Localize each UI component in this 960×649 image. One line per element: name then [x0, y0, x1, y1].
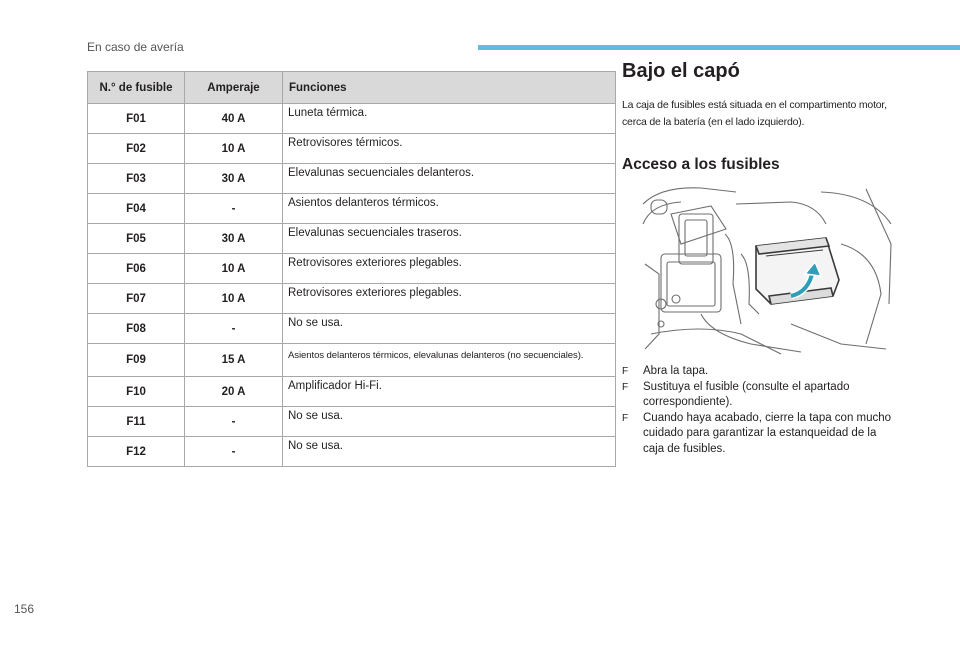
fuse-cell: F06: [88, 254, 185, 284]
fuse-cell: F04: [88, 194, 185, 224]
table-row: [88, 254, 616, 284]
function-cell: Retrovisores exteriores plegables.: [283, 284, 616, 314]
function-cell: No se usa.: [283, 437, 616, 467]
fuse-cell: F11: [88, 407, 185, 437]
intro-paragraph: La caja de fusibles está situada en el compartimento motor, cerca de la batería (en el lado izquierdo).: [622, 99, 887, 128]
fuse-table: [87, 71, 616, 467]
list-item: [622, 380, 892, 411]
section-header-label: En caso de avería: [87, 40, 184, 54]
function-cell: Luneta térmica.: [283, 104, 616, 134]
column-header-amperage: Amperaje: [185, 72, 283, 104]
bullet-icon: F: [622, 412, 629, 424]
function-cell: No se usa.: [283, 314, 616, 344]
fuse-cell: F02: [88, 134, 185, 164]
amperage-cell: -: [185, 314, 283, 344]
steps-list: [622, 364, 892, 457]
fuse-cell: F12: [88, 437, 185, 467]
list-item: [622, 364, 892, 380]
page-number: 156: [14, 602, 35, 616]
fuse-cell: F01: [88, 104, 185, 134]
amperage-cell: 10 A: [185, 284, 283, 314]
function-cell: Retrovisores exteriores plegables.: [283, 254, 616, 284]
table-row: [88, 284, 616, 314]
subsection-title: Acceso a los fusibles: [622, 156, 780, 173]
amperage-cell: -: [185, 194, 283, 224]
section-title: Bajo el capó: [622, 60, 740, 82]
table-row: [88, 134, 616, 164]
function-cell: Elevalunas secuenciales traseros.: [283, 224, 616, 254]
fuse-cell: F05: [88, 224, 185, 254]
amperage-cell: 15 A: [185, 344, 283, 377]
function-cell: Elevalunas secuenciales delanteros.: [283, 164, 616, 194]
engine-bay-illustration: [641, 184, 893, 356]
fuse-cell: F07: [88, 284, 185, 314]
bullet-icon: F: [622, 366, 629, 377]
function-cell: Asientos delanteros térmicos, elevalunas delanteros (no secuenciales).: [283, 344, 616, 377]
function-cell: Retrovisores térmicos.: [283, 134, 616, 164]
fuse-cell: F10: [88, 377, 185, 407]
amperage-cell: 10 A: [185, 254, 283, 284]
fuse-cell: F03: [88, 164, 185, 194]
amperage-cell: 30 A: [185, 224, 283, 254]
column-header-fuse: N.° de fusible: [88, 72, 185, 104]
table-row: [88, 437, 616, 467]
amperage-cell: -: [185, 407, 283, 437]
amperage-cell: 30 A: [185, 164, 283, 194]
section-header-bar: [478, 45, 960, 50]
table-row: [88, 344, 616, 377]
function-cell: No se usa.: [283, 407, 616, 437]
table-header-row: [88, 72, 616, 104]
table-row: [88, 314, 616, 344]
column-header-functions: Funciones: [283, 72, 616, 104]
step-text: Cuando haya acabado, cierre la tapa con mucho cuidado para garantizar la estanqueidad de la caja de fusibles.: [643, 411, 892, 455]
amperage-cell: 20 A: [185, 377, 283, 407]
fuse-cell: F08: [88, 314, 185, 344]
amperage-cell: 10 A: [185, 134, 283, 164]
step-text: Sustituya el fusible (consulte el apartado correspondiente).: [643, 380, 850, 408]
function-cell: Amplificador Hi-Fi.: [283, 377, 616, 407]
amperage-cell: 40 A: [185, 104, 283, 134]
table-row: [88, 104, 616, 134]
table-row: [88, 407, 616, 437]
bullet-icon: F: [622, 381, 629, 393]
table-row: [88, 377, 616, 407]
table-row: [88, 224, 616, 254]
table-row: [88, 164, 616, 194]
function-cell: Asientos delanteros térmicos.: [283, 194, 616, 224]
amperage-cell: -: [185, 437, 283, 467]
table-row: [88, 194, 616, 224]
fuse-cell: F09: [88, 344, 185, 377]
list-item: [622, 411, 892, 458]
step-text: Abra la tapa.: [643, 365, 709, 377]
